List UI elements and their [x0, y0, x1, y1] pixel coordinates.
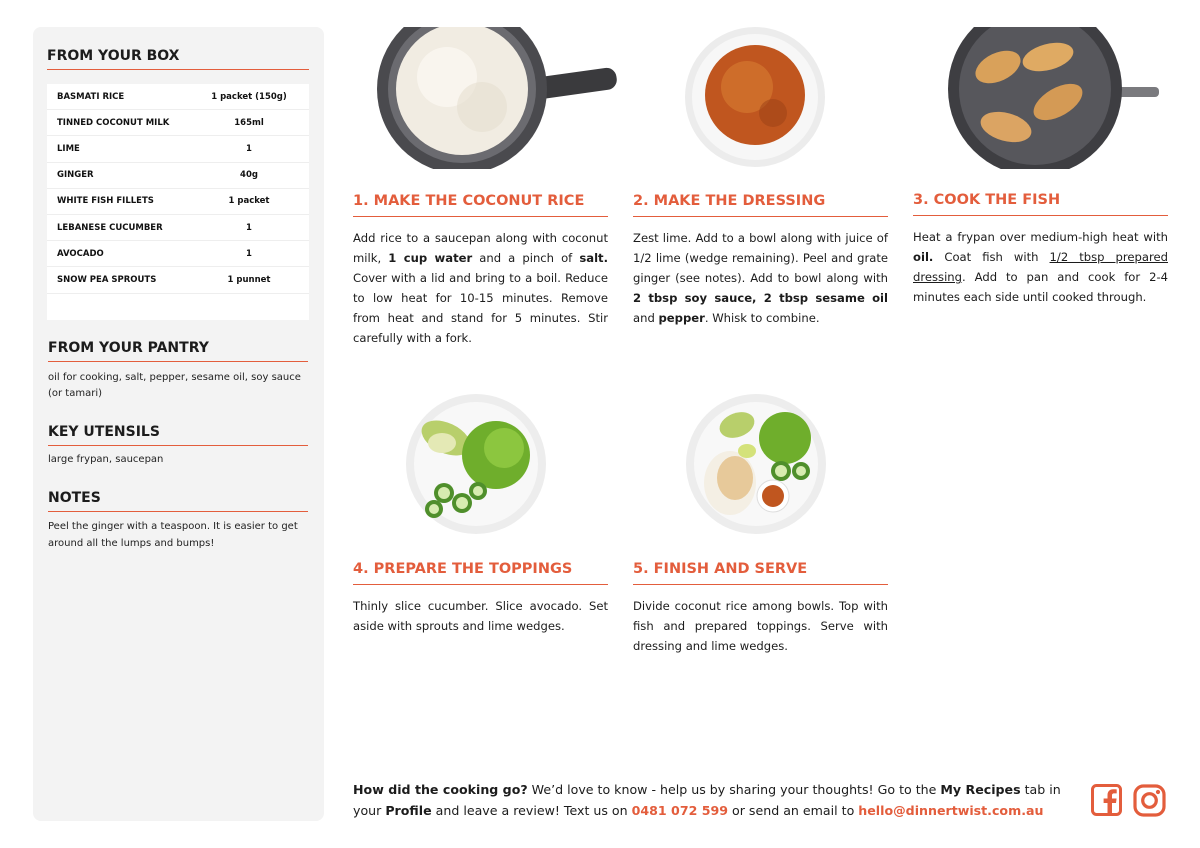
step-body	[353, 228, 608, 348]
step-1	[353, 193, 608, 348]
step-text: and	[633, 311, 659, 325]
finished-plate-image	[685, 393, 827, 535]
ingredient-quantity: 1 punnet	[227, 274, 271, 285]
notes-title: NOTES	[48, 490, 308, 512]
dressing-bowl-image	[685, 27, 825, 169]
step-text: Heat a frypan over medium-high heat with	[913, 230, 1168, 244]
ingredient-quantity: 165ml	[234, 117, 264, 128]
ingredient-name: TINNED COCONUT MILK	[57, 117, 170, 128]
bold-ingredient: 1 cup water	[388, 251, 473, 265]
from-your-box-title: FROM YOUR BOX	[47, 48, 309, 70]
step-title: 2. MAKE THE DRESSING	[633, 193, 888, 217]
profile-link[interactable]: Profile	[385, 803, 432, 818]
step-text: Divide coconut rice among bowls. Top with fish and prepared toppings. Serve with dressing and lime wedges.	[633, 599, 888, 653]
key-utensils-title: KEY UTENSILS	[48, 424, 308, 446]
step-text: Thinly slice cucumber. Slice avocado. Set aside with sprouts and lime wedges.	[353, 599, 608, 633]
underlined-text: 1/2 tbsp prepared dressing	[913, 250, 1168, 284]
step-4	[353, 561, 608, 636]
ingredient-row	[47, 163, 309, 189]
ingredient-quantity: 1 packet	[228, 196, 270, 207]
ingredient-row	[47, 241, 309, 267]
ingredient-name: GINGER	[57, 170, 94, 181]
ingredient-name: LIME	[57, 143, 80, 154]
ingredient-quantity: 40g	[240, 170, 258, 181]
footer-question: How did the cooking go?	[353, 782, 528, 797]
notes-text: Peel the ginger with a teaspoon. It is easier to get around all the lumps and bumps!	[48, 521, 298, 549]
step-5	[633, 561, 888, 656]
footer-text-1: We’d love to know - help us by sharing your thoughts! Go to the	[527, 782, 941, 797]
ingredient-row	[47, 84, 309, 110]
footer-text-3: and leave a review! Text us on	[431, 803, 632, 818]
ingredient-quantity: 1	[246, 248, 252, 259]
ingredient-name: LEBANESE CUCUMBER	[57, 222, 163, 233]
pantry-text: oil for cooking, salt, pepper, sesame oil, soy sauce (or tamari)	[48, 372, 301, 399]
step-title: 5. FINISH AND SERVE	[633, 561, 888, 585]
ingredients-table	[47, 84, 309, 320]
bold-ingredient: oil.	[913, 250, 934, 264]
ingredient-row	[47, 215, 309, 241]
step-3	[913, 192, 1168, 307]
footer-text-4: or send an email to	[728, 803, 859, 818]
step-title: 3. COOK THE FISH	[913, 192, 1168, 216]
step-body	[633, 228, 888, 328]
step-text: and a pinch of	[472, 251, 580, 265]
footer-text-2: tab in your	[353, 782, 1061, 818]
from-your-pantry-title: FROM YOUR PANTRY	[48, 340, 308, 362]
bold-ingredient: 2 tbsp soy sauce, 2 tbsp sesame oil	[633, 291, 888, 305]
step-title: 4. PREPARE THE TOPPINGS	[353, 561, 608, 585]
ingredient-row	[47, 267, 309, 293]
step-text: Cover with a lid and bring to a boil. Reduce to low heat for 10-15 minutes. Remove from heat and stand for 5 minutes. Stir carefully with a fork.	[353, 271, 608, 345]
fish-frypan-image	[948, 27, 1160, 169]
ingredient-row	[47, 189, 309, 215]
ingredient-row	[47, 136, 309, 162]
bold-ingredient: salt.	[579, 251, 608, 265]
instagram-icon[interactable]	[1133, 784, 1166, 817]
ingredient-quantity: 1	[246, 143, 252, 154]
bold-ingredient: pepper	[658, 311, 705, 325]
step-body	[633, 596, 888, 656]
step-2	[633, 193, 888, 328]
ingredient-name: AVOCADO	[57, 248, 104, 259]
step-text: Coat fish with	[933, 250, 1050, 264]
facebook-icon[interactable]	[1091, 784, 1122, 816]
ingredient-name: WHITE FISH FILLETS	[57, 196, 154, 207]
step-text: Zest lime. Add to a bowl along with juice of 1/2 lime (wedge remaining). Peel and grate ginger (see notes). Add to bowl along with	[633, 231, 888, 285]
step-text: . Add to pan and cook for 2-4 minutes each side until cooked through.	[913, 270, 1168, 304]
my-recipes-link[interactable]: My Recipes	[940, 782, 1021, 797]
utensils-text: large frypan, saucepan	[48, 454, 164, 465]
feedback-footer	[353, 779, 1073, 821]
step-body	[913, 227, 1168, 307]
sidebar	[33, 27, 324, 821]
step-title: 1. MAKE THE COCONUT RICE	[353, 193, 608, 217]
ingredient-row	[47, 110, 309, 136]
coconut-rice-pan-image	[377, 27, 617, 169]
step-text: . Whisk to combine.	[704, 311, 820, 325]
step-body	[353, 596, 608, 636]
ingredient-quantity: 1 packet (150g)	[211, 91, 287, 102]
step-text: Add rice to a saucepan along with coconut milk,	[353, 231, 608, 265]
ingredient-name: BASMATI RICE	[57, 91, 125, 102]
ingredient-quantity: 1	[246, 222, 252, 233]
email-link[interactable]: hello@dinnertwist.com.au	[858, 803, 1044, 818]
phone-link[interactable]: 0481 072 599	[631, 803, 729, 818]
ingredient-name: SNOW PEA SPROUTS	[57, 274, 157, 285]
toppings-plate-image	[404, 393, 554, 535]
